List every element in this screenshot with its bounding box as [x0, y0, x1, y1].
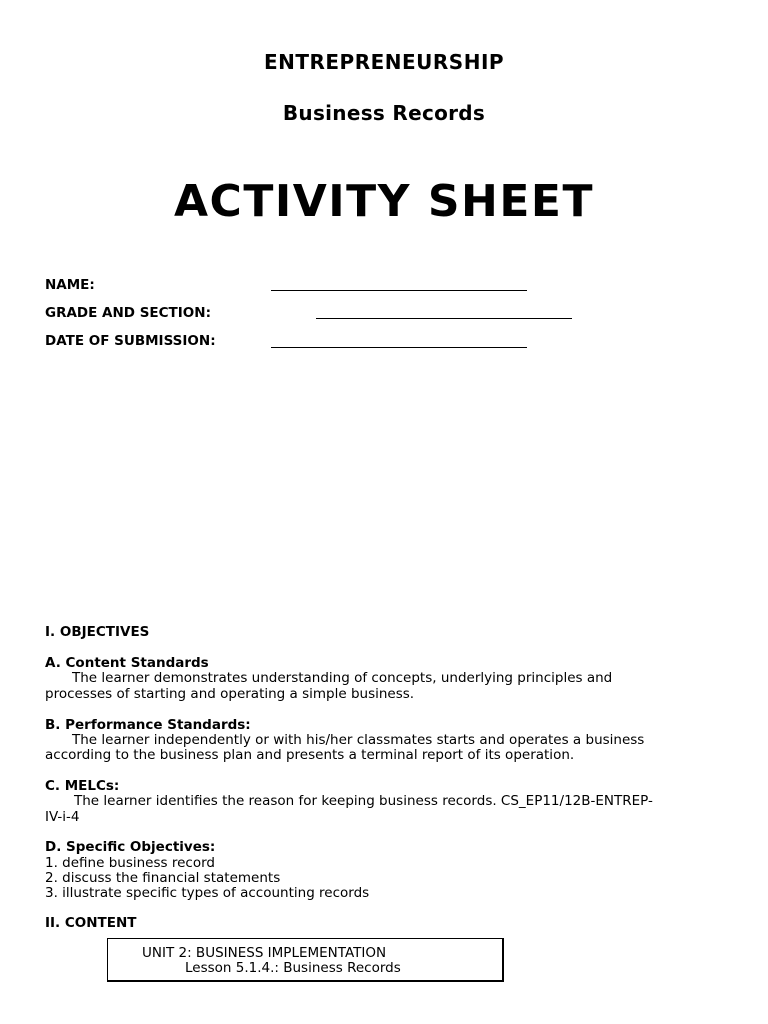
date-of-submission-label: DATE OF SUBMISSION:	[45, 333, 216, 349]
specific-objective-item: 1. define business record	[45, 855, 215, 871]
specific-objective-item: 2. discuss the financial statements	[45, 870, 281, 886]
performance-standards-heading: B. Performance Standards:	[45, 717, 251, 733]
melcs-text-line2: IV-i-4	[45, 809, 80, 825]
unit-text: UNIT 2: BUSINESS IMPLEMENTATION	[142, 945, 387, 961]
content-standards-text-line1: The learner demonstrates understanding of concepts, underlying principles and	[72, 670, 613, 686]
performance-standards-text-line1: The learner independently or with his/her classmates starts and operates a business	[72, 732, 645, 748]
performance-standards-text-line2: according to the business plan and presents a terminal report of its operation.	[45, 747, 575, 763]
objectives-heading: I. OBJECTIVES	[45, 624, 150, 640]
page-title: ACTIVITY SHEET	[174, 176, 594, 227]
grade-section-label: GRADE AND SECTION:	[45, 305, 211, 321]
subject-title: ENTREPRENEURSHIP	[263, 50, 505, 74]
topic-title: Business Records	[282, 101, 486, 125]
specific-objective-item: 3. illustrate specific types of accounting records	[45, 885, 370, 901]
content-box	[107, 938, 504, 982]
melcs-text-line1: The learner identifies the reason for keeping business records. CS_EP11/12B-ENTREP-	[74, 793, 653, 809]
lesson-text: Lesson 5.1.4.: Business Records	[185, 960, 401, 976]
name-label: NAME:	[45, 277, 95, 293]
grade-section-blank-line[interactable]	[316, 318, 572, 319]
specific-objectives-heading: D. Specific Objectives:	[45, 839, 216, 855]
content-heading: II. CONTENT	[45, 915, 137, 931]
content-standards-heading: A. Content Standards	[45, 655, 209, 671]
date-blank-line[interactable]	[271, 347, 527, 348]
name-blank-line[interactable]	[271, 290, 527, 291]
melcs-heading: C. MELCs:	[45, 778, 120, 794]
content-standards-text-line2: processes of starting and operating a simple business.	[45, 686, 415, 702]
